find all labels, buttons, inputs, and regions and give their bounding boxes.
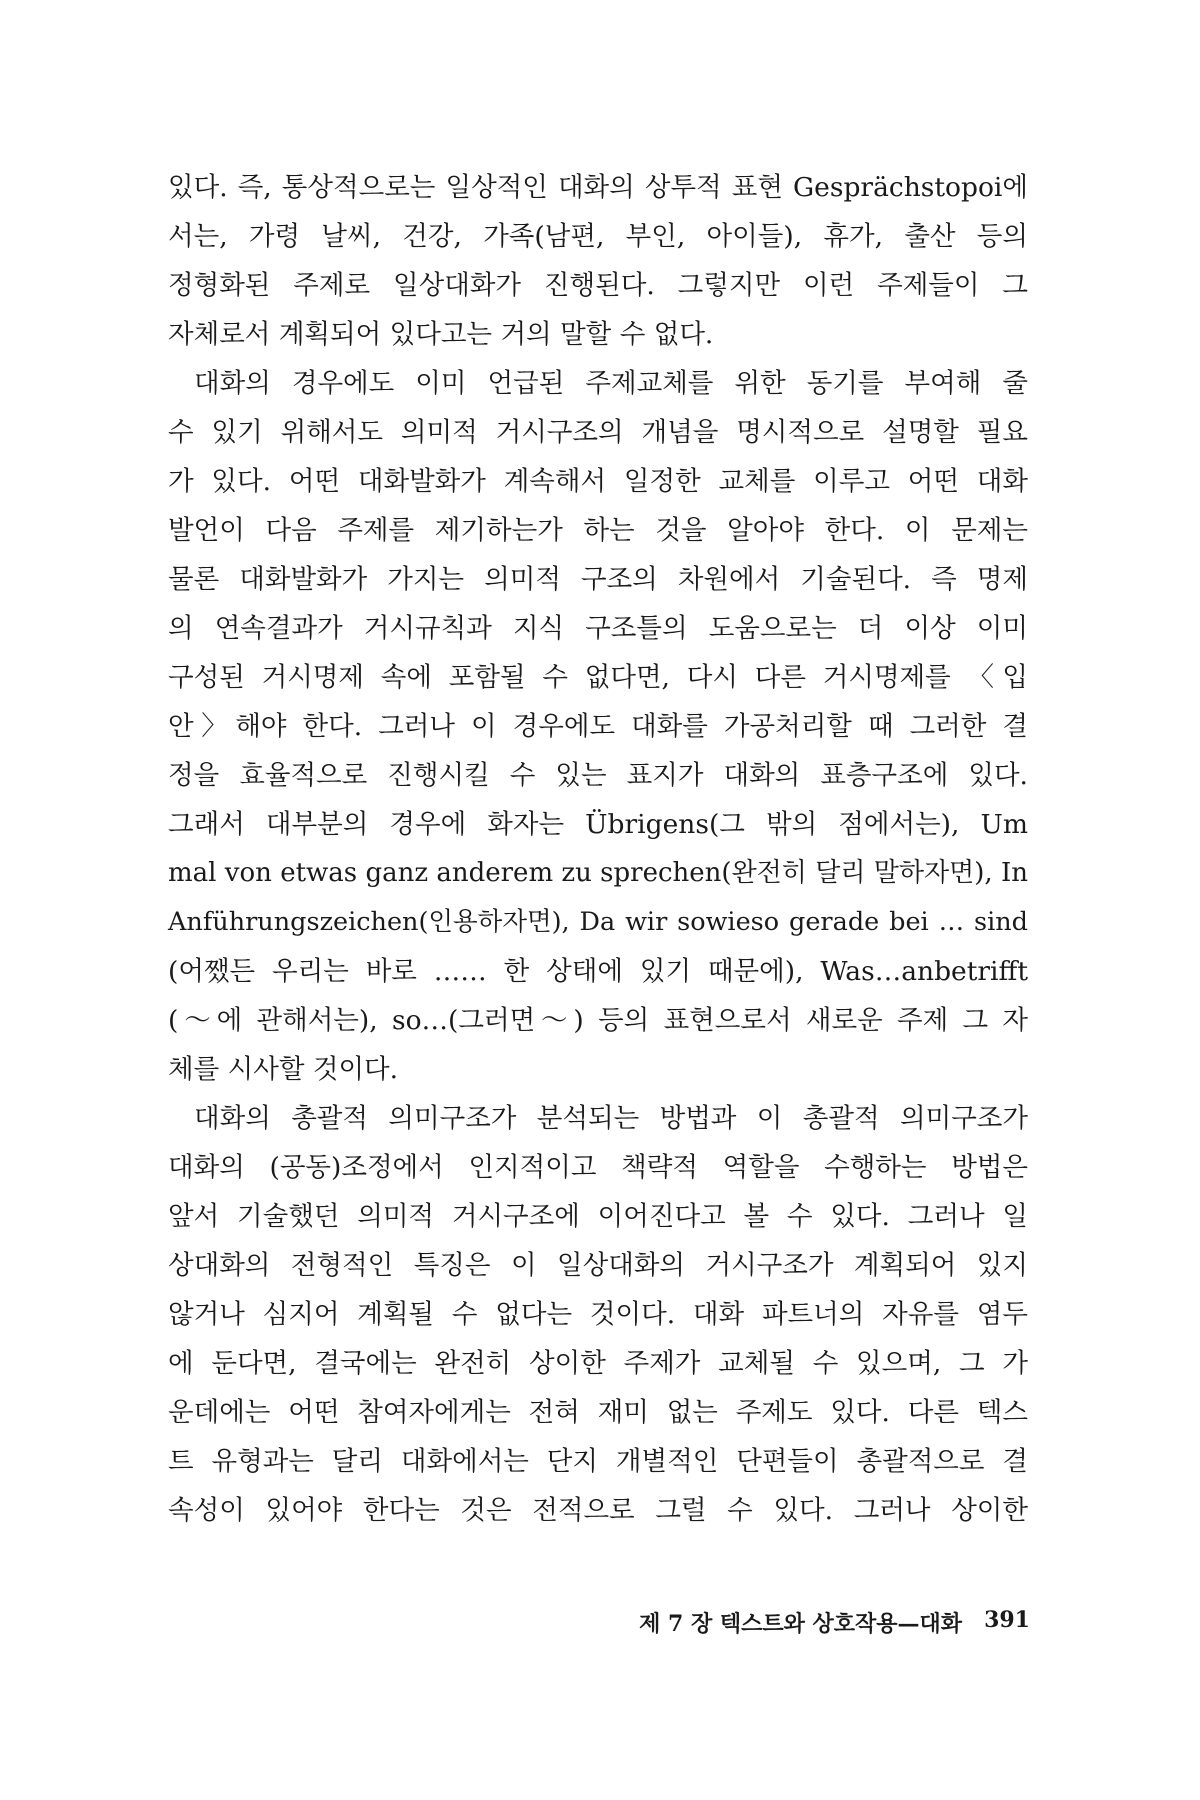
text-line: 운데에는 어떤 참여자에게는 전혀 재미 없는 주제도 있다. 다른 텍스 bbox=[168, 1397, 1028, 1428]
running-footer-chapter: 제 7 장 텍스트와 상호작용—대화 bbox=[639, 1611, 963, 1637]
text-line: 정을 효율적으로 진행시킬 수 있는 표지가 대화의 표층구조에 있다. bbox=[168, 760, 1028, 791]
text-line: 대화의 총괄적 의미구조가 분석되는 방법과 이 총괄적 의미구조가 bbox=[194, 1103, 1028, 1134]
text-line: 있다. 즉, 통상적으로는 일상적인 대화의 상투적 표현 Gesprächstopoi에 bbox=[168, 172, 1028, 203]
text-line: (～에 관해서는), so…(그러면～) 등의 표현으로서 새로운 주제 그 자 bbox=[168, 1005, 1028, 1036]
text-line: 서는, 가령 날씨, 건강, 가족(남편, 부인, 아이들), 휴가, 출산 등의 bbox=[168, 221, 1028, 252]
text-line: 자체로서 계획되어 있다고는 거의 말할 수 없다. bbox=[168, 319, 714, 350]
page-footer bbox=[560, 1607, 1030, 1638]
text-line: 의 연속결과가 거시규칙과 지식 구조틀의 도움으로는 더 이상 이미 bbox=[168, 613, 1028, 644]
text-line: mal von etwas ganz anderem zu sprechen(완전히 달리 말하자면), In bbox=[168, 858, 1028, 888]
page-number: 391 bbox=[984, 1607, 1030, 1633]
text-line: 상대화의 전형적인 특징은 이 일상대화의 거시구조가 계획되어 있지 bbox=[168, 1250, 1028, 1281]
text-line: 속성이 있어야 한다는 것은 전적으로 그럴 수 있다. 그러나 상이한 bbox=[168, 1495, 1028, 1526]
text-line: 정형화된 주제로 일상대화가 진행된다. 그렇지만 이런 주제들이 그 bbox=[168, 270, 1028, 301]
text-line: 트 유형과는 달리 대화에서는 단지 개별적인 단편들이 총괄적으로 결 bbox=[168, 1446, 1028, 1477]
text-line: 구성된 거시명제 속에 포함될 수 없다면, 다시 다른 거시명제를 〈입 bbox=[168, 662, 1028, 693]
text-line: Anführungszeichen(인용하자면), Da wir sowieso gerade bei … sind bbox=[168, 907, 1028, 937]
text-line: 앞서 기술했던 의미적 거시구조에 이어진다고 볼 수 있다. 그러나 일 bbox=[168, 1201, 1028, 1232]
text-line: 대화의 (공동)조정에서 인지적이고 책략적 역할을 수행하는 방법은 bbox=[168, 1152, 1028, 1183]
text-line: 물론 대화발화가 가지는 의미적 구조의 차원에서 기술된다. 즉 명제 bbox=[168, 564, 1028, 595]
text-line: 체를 시사할 것이다. bbox=[168, 1054, 399, 1085]
text-line: 안〉해야 한다. 그러나 이 경우에도 대화를 가공처리할 때 그러한 결 bbox=[168, 711, 1028, 742]
text-line: 발언이 다음 주제를 제기하는가 하는 것을 알아야 한다. 이 문제는 bbox=[168, 515, 1028, 546]
body-text bbox=[168, 163, 1028, 1535]
text-line: 그래서 대부분의 경우에 화자는 Übrigens(그 밖의 점에서는), Um bbox=[168, 809, 1028, 840]
text-line: 가 있다. 어떤 대화발화가 계속해서 일정한 교체를 이루고 어떤 대화 bbox=[168, 466, 1028, 497]
text-line: 않거나 심지어 계획될 수 없다는 것이다. 대화 파트너의 자유를 염두 bbox=[168, 1299, 1028, 1330]
text-line: 대화의 경우에도 이미 언급된 주제교체를 위한 동기를 부여해 줄 bbox=[194, 368, 1028, 399]
text-line: 수 있기 위해서도 의미적 거시구조의 개념을 명시적으로 설명할 필요 bbox=[168, 417, 1028, 448]
text-line: 에 둔다면, 결국에는 완전히 상이한 주제가 교체될 수 있으며, 그 가 bbox=[168, 1348, 1028, 1379]
text-line: (어쨌든 우리는 바로 …… 한 상태에 있기 때문에), Was…anbetrifft bbox=[168, 956, 1028, 987]
